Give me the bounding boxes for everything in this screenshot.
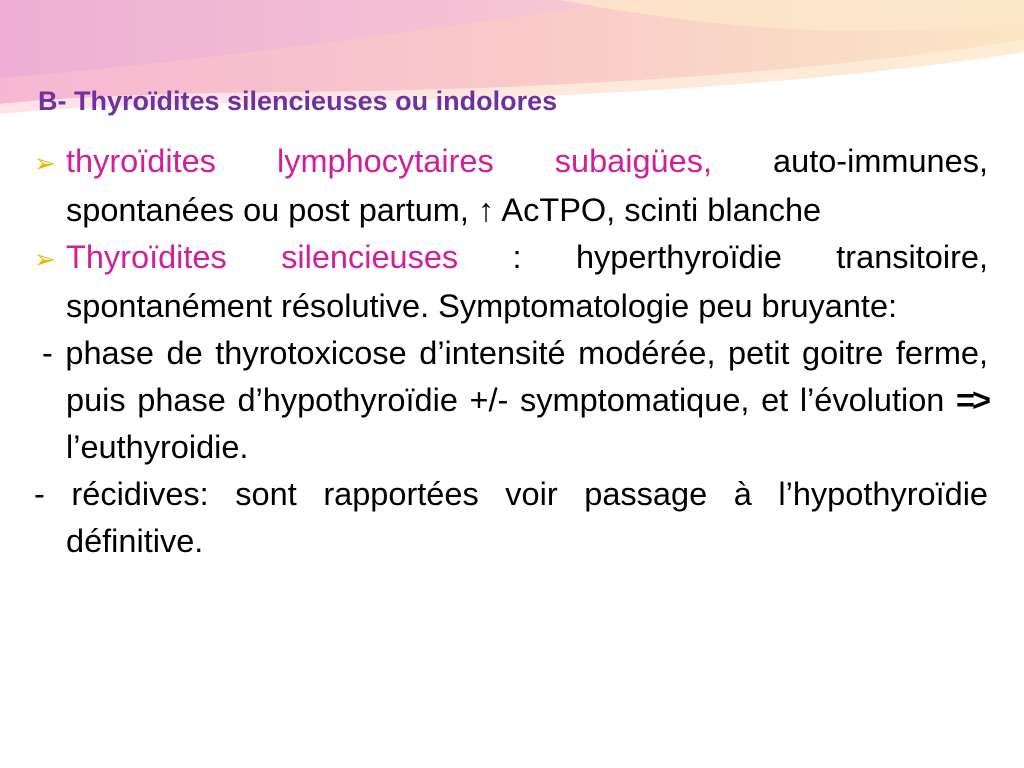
slide-title: B- Thyroïdites silencieuses ou indolores	[38, 86, 558, 116]
sub-item-phases	[34, 330, 988, 471]
bullet-item-lymphocytic	[34, 138, 988, 234]
arrow-bullet-icon: ➢	[34, 148, 56, 178]
bullet-highlight: Thyroïdites silencieuses	[66, 239, 459, 275]
slide-body	[34, 138, 988, 565]
sub-item-text: - phase de thyrotoxicose d’intensité modérée, petit goitre ferme, puis phase d’hypothyroïdie +/- symptomatique, et l’évolution	[42, 335, 988, 418]
item-text: - récidives: sont rapportées voir passage à l’hypothyroïdie définitive.	[34, 476, 988, 559]
sub-item-text-end: l’euthyroidie.	[66, 429, 249, 465]
item-recidives	[34, 471, 988, 565]
arrow-bullet-icon: ➢	[34, 244, 56, 274]
bullet-text: auto-immunes, spontanées ou post partum, ↑ AcTPO, scinti blanche	[66, 143, 988, 228]
bullet-text: : hyperthyroïdie transitoire, spontanément résolutive. Symptomatologie peu bruyante:	[66, 239, 988, 324]
bullet-item-silent	[34, 234, 988, 330]
implies-arrow-icon: =>	[956, 382, 988, 418]
bullet-highlight: thyroïdites lymphocytaires subaigües,	[66, 143, 712, 179]
